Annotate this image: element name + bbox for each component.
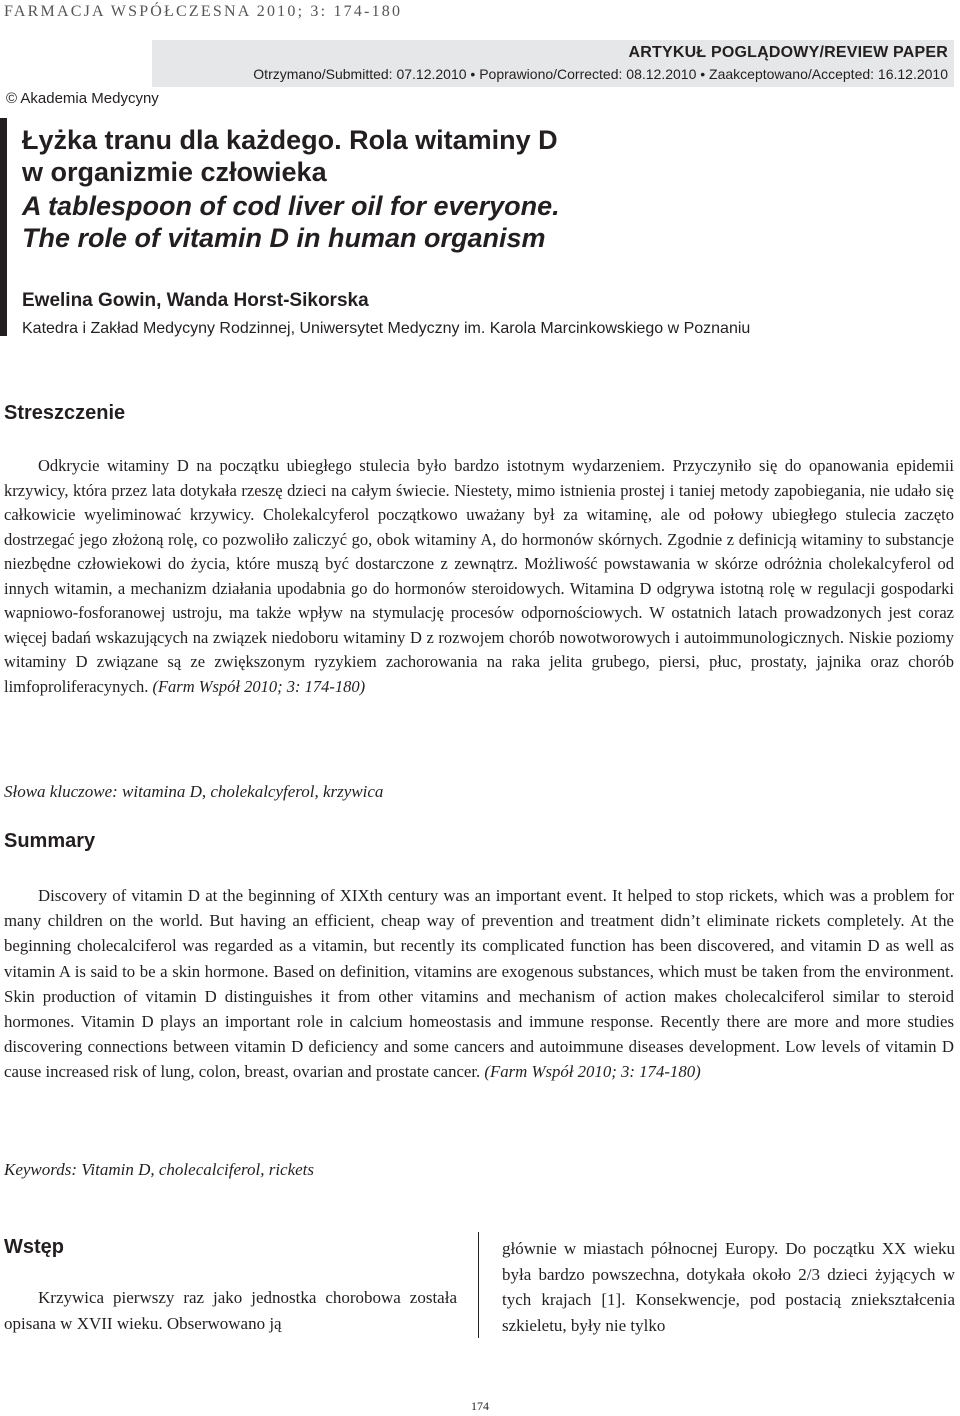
body-column-right: głównie w miastach północnej Europy. Do początku XX wieku była bardzo powszechna, dotykała około 2/3 dzieci żyjących w tych krajach [1]. Konsekwencje, pod postacią zniekształcenia szkieletu, były nie tylko xyxy=(502,1239,955,1335)
abstract-polish-text: Odkrycie witaminy D na początku ubiegłego stulecia było bardzo istotnym wydarzeniem. Przyczyniło się do opanowania epidemii krzywicy, która przez lata dotykała rzeszę dzieci na całym świecie. Niestety, mimo istnienia prostej i taniej metody zapobiegania, nie udało się całkowicie wyeliminować krzywicy. Cholekalcyferol początkowo uważany był za witaminę, ale od połowy ubiegłego stulecia zaczęto dostrzegać jego złożoną rolę, co pozwoliło zaliczyć go, obok witaminy A, do hormonów skórnych. Zgodnie z definicją witaminy to substancje niezbędne człowiekowi do życia, które muszą być dostarczone z zewnątrz. Możliwość powstawania w skórze odróżnia cholekalcyferol od innych witamin, a mechanizm działania upodabnia go do hormonów steroidowych. Witamina D odgrywa istotną rolę w regulacji gospodarki wapniowo-fosforanowej ustroju, ma także wpływ na stymulację procesów odpornościowych. W ostatnich latach prowadzonych jest coraz więcej badań wskazujących na związek niedoboru witaminy D z rozwojem chorób nowotworowych i autoimmunologicznych. Niskie poziomy witaminy D związane są ze zwiększonym ryzykiem zachorowania na raka jelita grubego, piersi, płuc, prostaty, jajnika oraz chorób limfoproliferacynych. xyxy=(4,456,954,696)
title-polish-line2: w organizmie człowieka xyxy=(22,157,327,187)
body-column-left xyxy=(4,1285,457,1336)
abstract-polish xyxy=(4,454,954,699)
title-accent-bar xyxy=(0,118,7,336)
keywords-polish: Słowa kluczowe: witamina D, cholekalcyferol, krzywica xyxy=(4,782,384,801)
body-left-text: Krzywica pierwszy raz jako jednostka chorobowa została opisana w XVII wieku. Obserwowano ją xyxy=(4,1288,457,1333)
submission-dates: Otrzymano/Submitted: 07.12.2010 • Poprawiono/Corrected: 08.12.2010 • Zaakceptowano/Accepted: 16.12.2010 xyxy=(253,66,948,82)
title-english-line1: A tablespoon of cod liver oil for everyone. xyxy=(22,191,560,221)
column-divider xyxy=(478,1232,479,1338)
heading-summary: Summary xyxy=(4,830,96,852)
article-info-band xyxy=(152,40,954,87)
title-polish xyxy=(22,124,558,188)
title-polish-line1: Łyżka tranu dla każdego. Rola witaminy D xyxy=(22,125,558,155)
abstract-english-text: Discovery of vitamin D at the beginning of XIXth century was an important event. It helped to stop rickets, which was a problem for many children on the world. But having an efficient, cheap way of prevention and treatment didn’t eliminate rickets completely. At the beginning cholecalciferol was regarded as a vitamin, but recently its complicated function has been discovered, and vitamin D as well as vitamin A is said to be a skin hormone. Based on definition, vitamins are exogenous substances, which must be taken from the environment. Skin production of vitamin D distinguishes it from other vitamins and mechanism of action makes cholecalciferol similar to steroid hormones. Vitamin D plays an important role in calcium homeostasis and immune response. Recently there are more and more studies discovering connections between vitamin D deficiency and some cancers and autoimmune diseases development. Low levels of vitamin D cause increased risk of lung, colon, breast, ovarian and prostate cancer. xyxy=(4,886,954,1082)
keywords-english: Keywords: Vitamin D, cholecalciferol, rickets xyxy=(4,1160,315,1179)
affiliation: Katedra i Zakład Medycyny Rodzinnej, Uniwersytet Medyczny im. Karola Marcinkowskiego w Poznaniu xyxy=(22,320,751,337)
journal-header: FARMACJA WSPÓŁCZESNA 2010; 3: 174-180 xyxy=(4,3,403,20)
heading-wstep: Wstęp xyxy=(4,1236,64,1258)
abstract-english-citation: (Farm Współ 2010; 3: 174-180) xyxy=(484,1062,701,1082)
abstract-english xyxy=(4,883,954,1085)
page-number: 174 xyxy=(471,1399,489,1413)
title-english-line2: The role of vitamin D in human organism xyxy=(22,223,546,253)
copyright-notice: © Akademia Medycyny xyxy=(6,90,159,107)
authors: Ewelina Gowin, Wanda Horst-Sikorska xyxy=(22,290,369,311)
abstract-polish-citation: (Farm Współ 2010; 3: 174-180) xyxy=(152,676,366,696)
heading-streszczenie: Streszczenie xyxy=(4,402,126,424)
article-type: ARTYKUŁ POGLĄDOWY/REVIEW PAPER xyxy=(628,44,948,61)
title-english xyxy=(22,190,560,254)
